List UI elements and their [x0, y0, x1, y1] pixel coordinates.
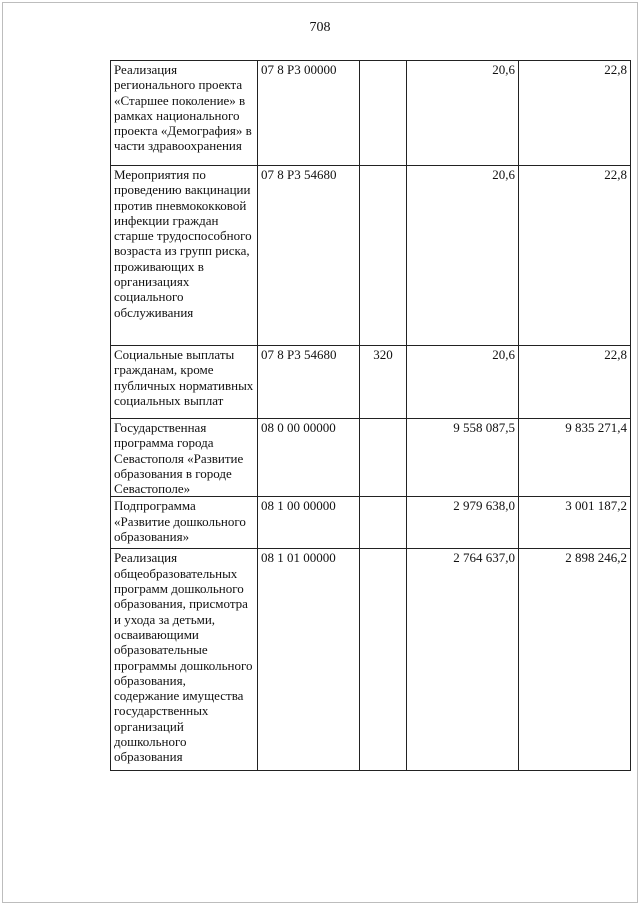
- table-row: [111, 346, 631, 419]
- row-code: 08 1 01 00000: [258, 549, 360, 771]
- row-kvr: [360, 549, 407, 771]
- row-value-2: 2 898 246,2: [519, 549, 631, 771]
- row-name: Государственная программа города Севастополя «Развитие образования в городе Севастополе»: [111, 419, 258, 497]
- row-name: Реализация общеобразовательных программ дошкольного образования, присмотра и ухода за детьми, осваивающими образовательные программы дошкольного образования, содержание имущества государственных организаций дошкольного образования: [111, 549, 258, 771]
- page-number: 708: [309, 20, 331, 35]
- row-value-1: 20,6: [407, 346, 519, 419]
- row-code: 07 8 Р3 54680: [258, 346, 360, 419]
- row-value-1: 2 764 637,0: [407, 549, 519, 771]
- table-row: [111, 497, 631, 549]
- budget-table: [110, 60, 631, 771]
- row-value-1: 20,6: [407, 166, 519, 346]
- row-kvr: [360, 61, 407, 166]
- row-kvr: [360, 166, 407, 346]
- row-name: Подпрограмма «Развитие дошкольного образования»: [111, 497, 258, 549]
- row-value-1: 9 558 087,5: [407, 419, 519, 497]
- row-code: 08 1 00 00000: [258, 497, 360, 549]
- row-code: 07 8 Р3 54680: [258, 166, 360, 346]
- table-row: [111, 166, 631, 346]
- row-code: 07 8 Р3 00000: [258, 61, 360, 166]
- row-value-2: 22,8: [519, 61, 631, 166]
- table-row: [111, 61, 631, 166]
- row-name: Социальные выплаты гражданам, кроме публичных нормативных социальных выплат: [111, 346, 258, 419]
- row-value-1: 20,6: [407, 61, 519, 166]
- row-kvr: [360, 419, 407, 497]
- row-kvr: 320: [360, 346, 407, 419]
- row-name: Реализация регионального проекта «Старшее поколение» в рамках национального проекта «Демография» в части здравоохранения: [111, 61, 258, 166]
- row-code: 08 0 00 00000: [258, 419, 360, 497]
- row-value-1: 2 979 638,0: [407, 497, 519, 549]
- table-row: [111, 549, 631, 771]
- row-name: Мероприятия по проведению вакцинации против пневмококковой инфекции граждан старше трудоспособного возраста из групп риска, проживающих в организациях социального обслуживания: [111, 166, 258, 346]
- row-kvr: [360, 497, 407, 549]
- table-row: [111, 419, 631, 497]
- row-value-2: 22,8: [519, 346, 631, 419]
- row-value-2: 3 001 187,2: [519, 497, 631, 549]
- row-value-2: 9 835 271,4: [519, 419, 631, 497]
- row-value-2: 22,8: [519, 166, 631, 346]
